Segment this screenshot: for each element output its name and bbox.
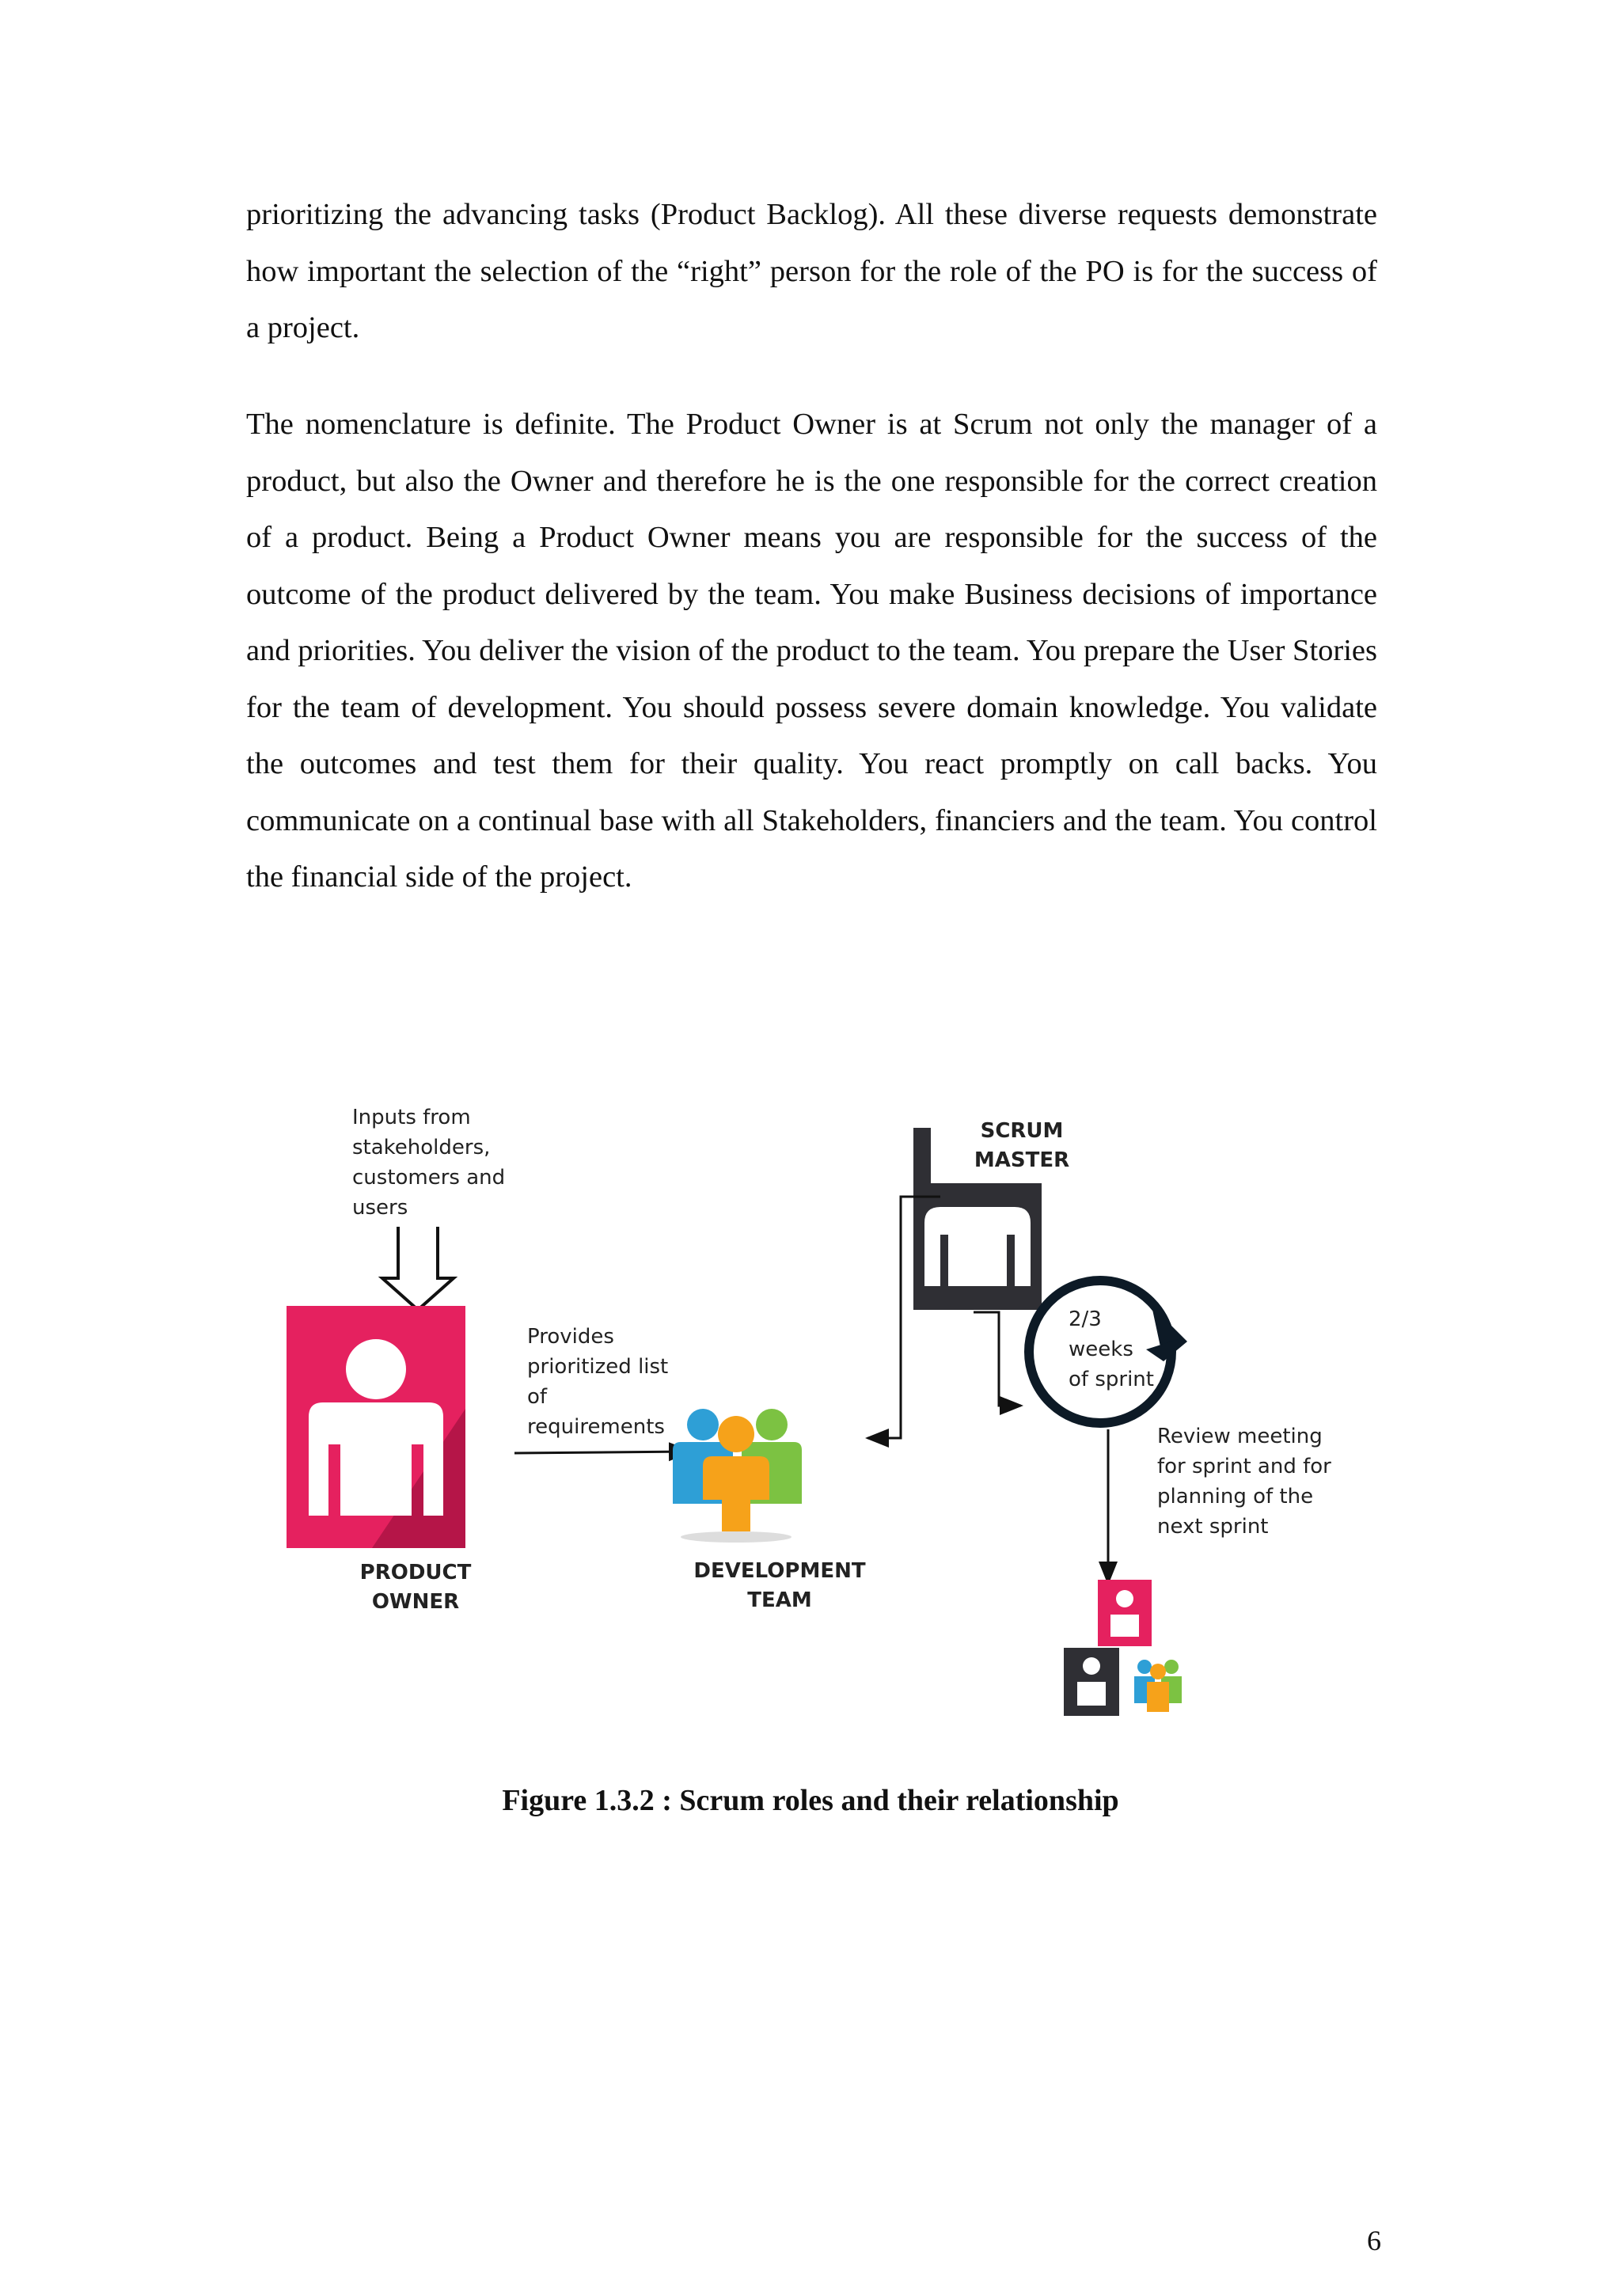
- po-to-team-arrow: [514, 1452, 690, 1453]
- scrum-master-to-sprint-arrow: [974, 1312, 1021, 1406]
- development-team-icon: [673, 1409, 802, 1543]
- team-member-blue-head: [687, 1409, 719, 1440]
- review-label-line: next sprint: [1157, 1515, 1269, 1539]
- mini-team-orange-body: [1147, 1682, 1169, 1712]
- review-label: [1157, 1425, 1331, 1539]
- inputs-label-line: Inputs from: [352, 1106, 471, 1129]
- mini-team-blue: [1137, 1660, 1152, 1674]
- provides-label-line: Provides: [527, 1325, 614, 1349]
- development-team-label: TEAM: [747, 1588, 812, 1612]
- review-label-line: planning of the: [1157, 1485, 1314, 1509]
- double-down-arrow-icon: [382, 1227, 454, 1310]
- scrum-master-label: MASTER: [974, 1148, 1070, 1172]
- mini-team-orange: [1150, 1664, 1166, 1679]
- page-number: 6: [1367, 2225, 1381, 2256]
- inputs-label-line: users: [352, 1196, 408, 1220]
- body-paragraph-2: The nomenclature is definite. The Product Owner is at Scrum not only the manager of a product, but also the Owner and therefore he is the one responsible for the correct creation of a product. Being a Product Owner means you are responsible for the success of the outcome of the product delivered by the team. You make Business decisions of importance and priorities. You deliver the vision of the product to the team. You prepare the User Stories for the team of development. You should possess severe domain knowledge. You validate the outcomes and test them for their quality. You react promptly on call backs. You communicate on a continual base with all Stakeholders, financiers and the team. You control the financial side of the project.: [246, 408, 1377, 894]
- team-member-orange-head: [718, 1416, 754, 1452]
- sprint-label: weeks: [1069, 1338, 1133, 1361]
- provides-label-line: requirements: [527, 1415, 665, 1439]
- team-member-orange-body: [703, 1456, 769, 1531]
- sprint-label: 2/3: [1069, 1307, 1102, 1331]
- figure-caption: Figure 1.3.2 : Scrum roles and their relationship: [502, 1784, 1119, 1817]
- body-paragraph-1: prioritizing the advancing tasks (Product Backlog). All these diverse requests demonstrate how important the selection of the “right” person for the role of the PO is for the success of a project.: [246, 198, 1377, 344]
- product-owner-icon: [287, 1306, 465, 1548]
- review-label-line: for sprint and for: [1157, 1455, 1331, 1478]
- product-owner-label: PRODUCT: [359, 1561, 472, 1584]
- product-owner-label: OWNER: [371, 1590, 460, 1614]
- inputs-label-line: customers and: [352, 1166, 506, 1190]
- provides-label-line: prioritized list: [527, 1355, 669, 1379]
- sprint-label: of sprint: [1069, 1368, 1154, 1391]
- review-label-line: Review meeting: [1157, 1425, 1323, 1448]
- combined-roles-icon: [1064, 1580, 1182, 1716]
- inputs-label: [352, 1106, 505, 1220]
- mini-team-green: [1164, 1660, 1179, 1674]
- inputs-label-line: stakeholders,: [352, 1136, 491, 1159]
- provides-label-line: of: [527, 1385, 548, 1409]
- development-team-label: DEVELOPMENT: [693, 1559, 866, 1583]
- provides-label: [527, 1325, 668, 1439]
- scrum-master-label: SCRUM: [980, 1119, 1064, 1143]
- team-member-green-head: [756, 1409, 788, 1440]
